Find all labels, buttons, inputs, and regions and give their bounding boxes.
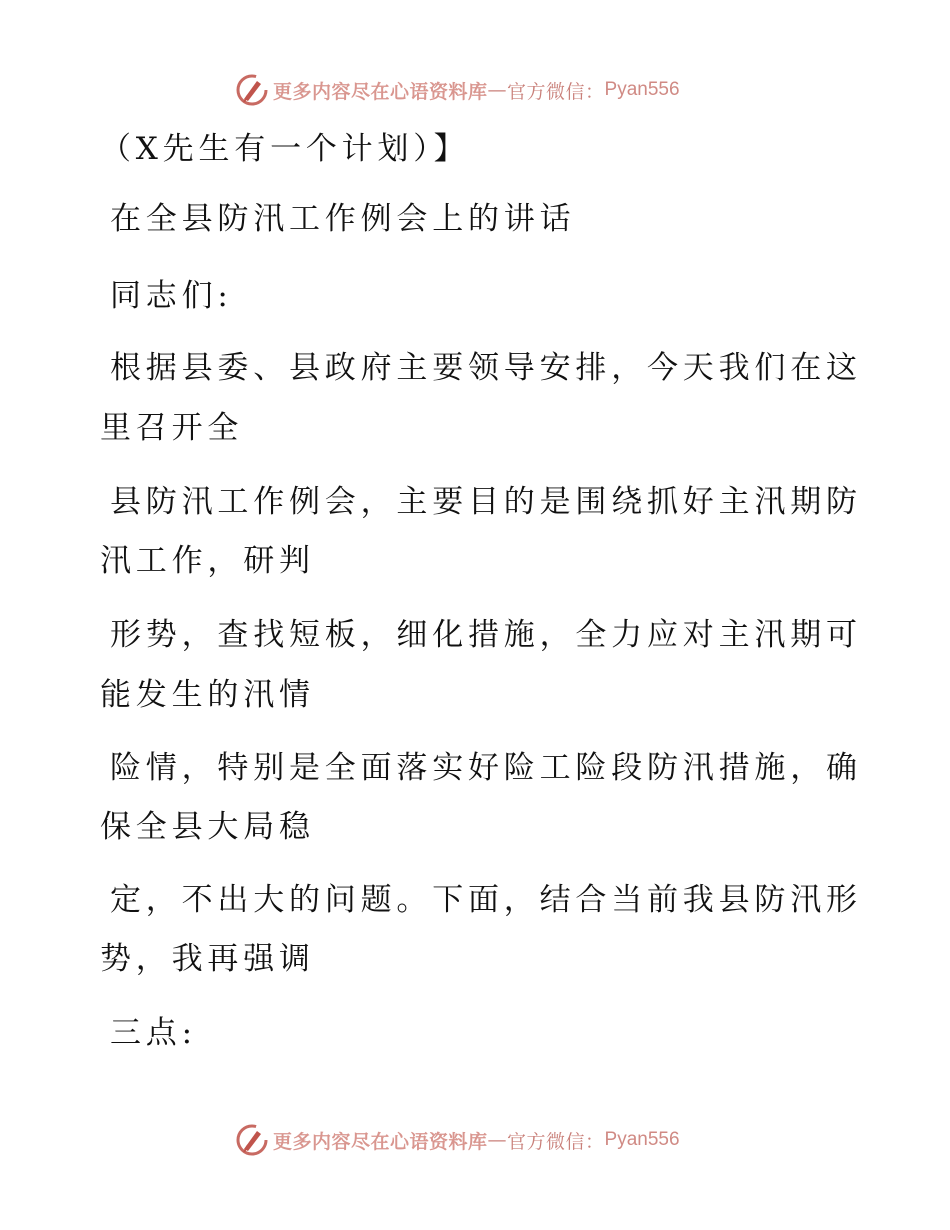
watermark-wechat-label: 官方微信： [507,80,605,103]
doc-line: 县防汛工作例会，主要目的是围绕抓好主汛期防 [110,484,862,520]
watermark-site-text: 更多内容尽在心语资料库 [273,80,488,103]
doc-line: 能发生的汛情 [100,677,315,713]
doc-salutation: 同志们: [110,278,233,314]
doc-line: 势，我再强调 [100,941,315,977]
watermark-dash: — [487,1129,508,1151]
watermark-wechat-id: Pyan556 [604,1129,680,1150]
watermark-wechat-id: Pyan556 [604,79,680,100]
watermark-wechat-label: 官方微信： [507,1130,605,1153]
doc-line-bracket-title: （X先生有一个计划）】 [100,131,470,167]
quill-logo-icon [235,73,269,107]
watermark-site-text: 更多内容尽在心语资料库 [273,1130,488,1153]
doc-line: 保全县大局稳 [100,809,315,845]
doc-title: 在全县防汛工作例会上的讲话 [110,201,576,237]
doc-line: 里召开全 [100,410,244,446]
quill-logo-icon [235,1123,269,1157]
doc-line: 根据县委、县政府主要领导安排，今天我们在这 [110,350,862,386]
watermark-footer [235,1122,680,1158]
doc-line: 三点: [110,1015,197,1051]
doc-line: 形势，查找短板，细化措施，全力应对主汛期可 [110,617,862,653]
doc-line: 汛工作，研判 [100,543,315,579]
doc-line: 险情，特别是全面落实好险工险段防汛措施，确 [110,750,862,786]
watermark-dash: — [487,79,508,101]
watermark-header [235,72,680,108]
doc-line: 定，不出大的问题。下面，结合当前我县防汛形 [110,882,862,918]
